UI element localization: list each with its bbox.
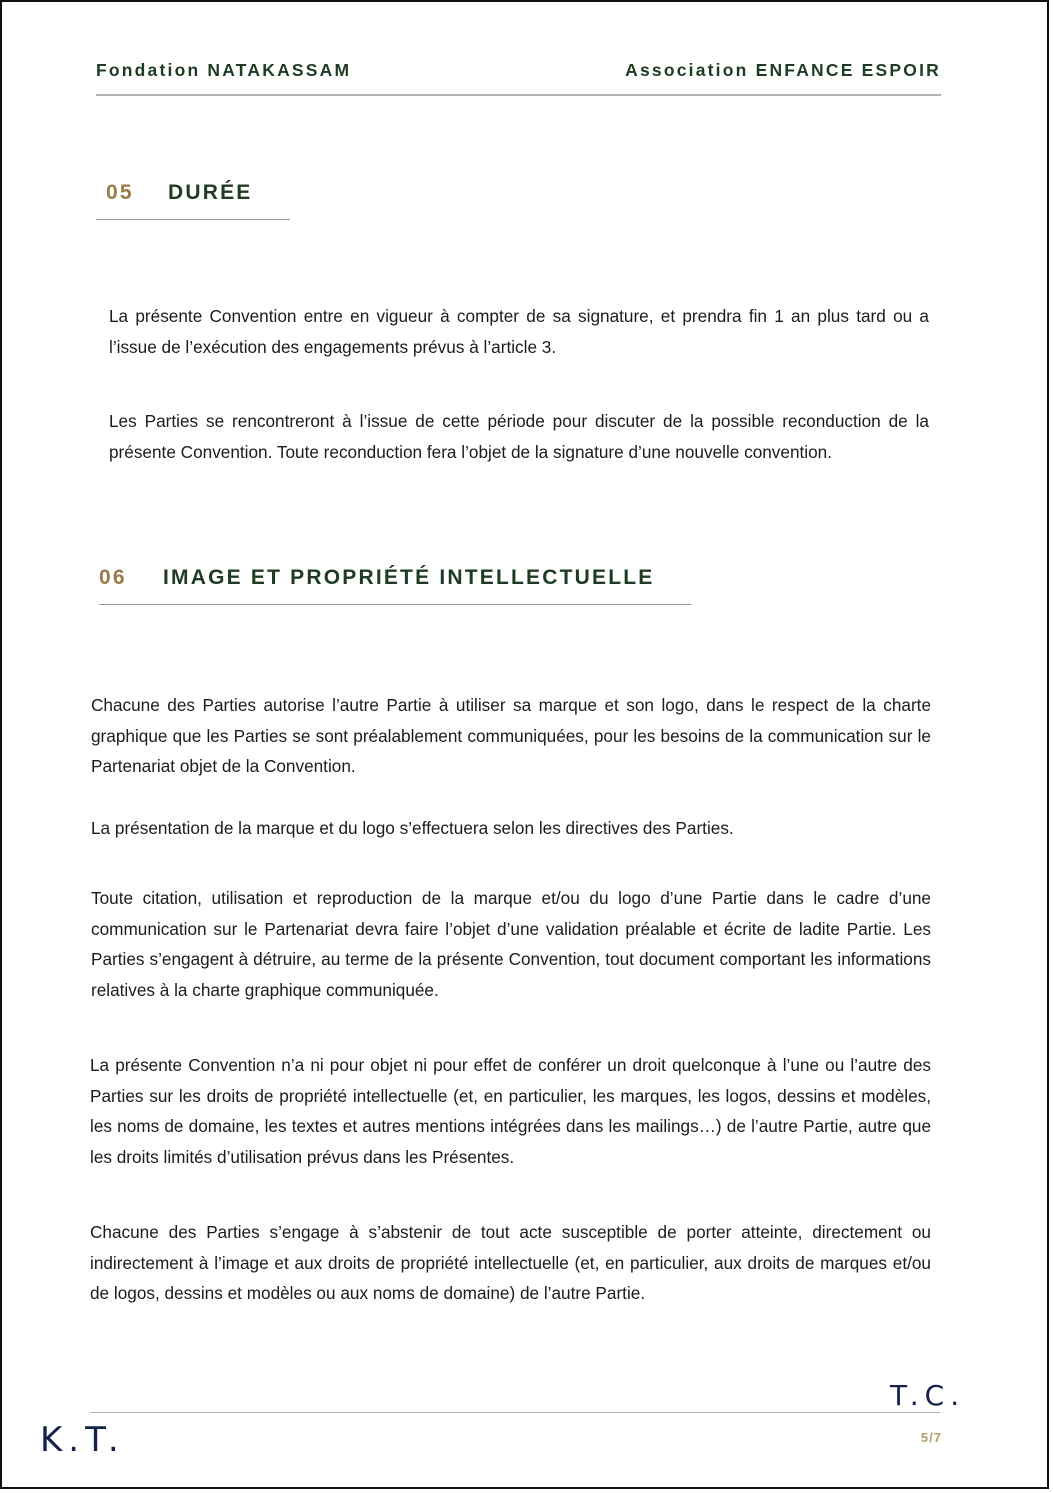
section-06-paragraph-1: Chacune des Parties autorise l’autre Partie à utiliser sa marque et son logo, dans le respect de la charte graphique que les Parties se sont préalablement communiquées, pour les besoins de la communication sur le Partenariat objet de la Convention. [91,695,931,777]
handwritten-initials-left: K.T. [40,1420,125,1460]
section-number: 05 [106,181,134,204]
section-05-paragraph-2: Les Parties se rencontreront à l’issue de cette période pour discuter de la possible reconduction de la présente Convention. Toute reconduction fera l’objet de la signature d’une nouvelle convention. [109,411,929,462]
section-title: DURÉE [168,181,253,204]
handwritten-initials-right: T.C. [890,1379,966,1412]
section-title: IMAGE ET PROPRIÉTÉ INTELLECTUELLE [163,566,655,589]
header-left-org: Fondation NATAKASSAM [96,60,352,80]
section-06-paragraph-2: La présentation de la marque et du logo s’effectuera selon les directives des Parties. [91,818,734,838]
section-number: 06 [99,566,127,589]
header-right-org: Association ENFANCE ESPOIR [625,60,941,80]
section-06-heading [99,566,654,590]
section-06-paragraph-4: La présente Convention n’a ni pour objet ni pour effet de conférer un droit quelconque à l’une ou l’autre des Parties sur les droits de propriété intellectuelle (et, en particulier, les marques, les logos, dessins et modèles, les noms de domaine, les textes et autres mentions intégrées dans les mailings…) de l’autre Partie, autre que les droits limités d’utilisation prévus dans les Présentes. [90,1055,931,1168]
section-06-paragraph-3: Toute citation, utilisation et reproduction de la marque et/ou du logo d’une Partie dans le cadre d’une communication sur le Partenariat devra faire l’objet d’une validation préalable et écrite de ladite Partie. Les Parties s’engagent à détruire, au terme de la présente Convention, tout document comportant les informations relatives à la charte graphique communiquée. [91,888,931,1001]
footer-divider [90,1412,940,1413]
section-05-heading [106,181,253,205]
section-05-paragraph-1: La présente Convention entre en vigueur à compter de sa signature, et prendra fin 1 an plus tard ou a l’issue de l’exécution des engagements prévus à l’article 3. [109,306,929,357]
header-divider [96,94,941,96]
page-header [96,60,941,81]
section-06-paragraph-5: Chacune des Parties s’engage à s’abstenir de tout acte susceptible de porter atteinte, directement ou indirectement à l’image et aux droits de propriété intellectuelle (et, en particulier, aux droits de marques et/ou de logos, dessins et modèles ou aux noms de domaine) de l’autre Partie. [90,1222,931,1304]
page-number: 5/7 [920,1430,942,1445]
section-06-underline [99,604,691,605]
section-05-underline [96,219,290,220]
